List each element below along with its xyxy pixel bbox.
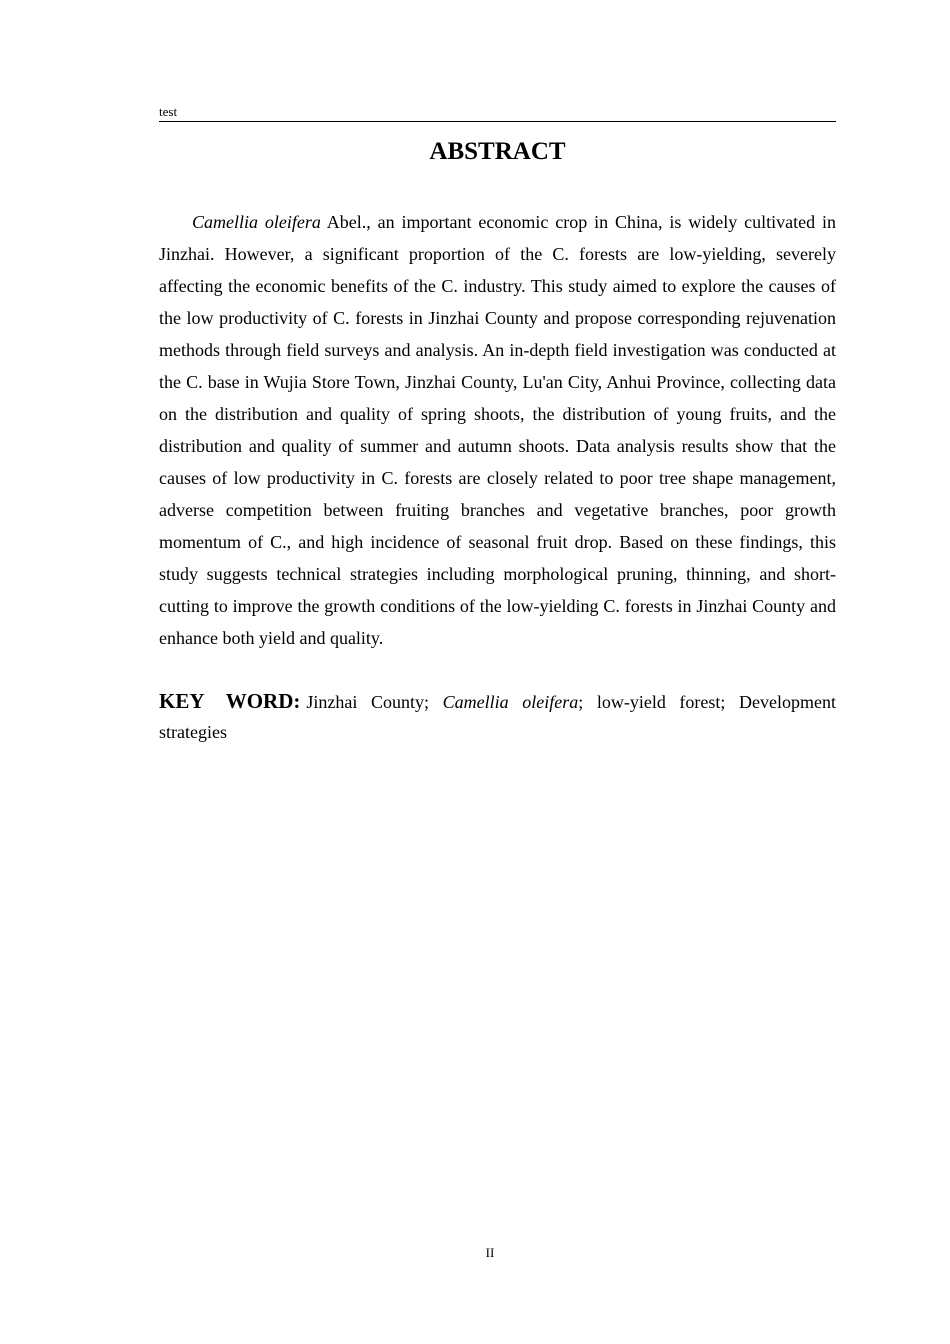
abstract-paragraph: [159, 206, 836, 654]
species-name: Camellia oleifera: [192, 212, 321, 232]
running-header-text: test: [159, 104, 178, 119]
keyword-species: Camellia oleifera: [442, 692, 579, 712]
keyword-1: Jinzhai County;: [306, 692, 443, 712]
keywords-line: [159, 686, 836, 747]
running-header: [159, 104, 836, 122]
page-number: II: [485, 1245, 495, 1260]
keywords-label: KEY WORD:: [159, 689, 301, 713]
abstract-text: Abel., an important economic crop in China, is widely cultivated in Jinzhai. However, a significant proportion of the C. forests are low-yielding, severely affecting the economic benefits of the C. industry. This study aimed to explore the causes of the low productivity of C. forests in Jinzhai County and propose corresponding rejuvenation methods through field surveys and analysis. An in-depth field investigation was conducted at the C. base in Wujia Store Town, Jinzhai County, Lu'an City, Anhui Province, collecting data on the distribution and quality of spring shoots, the distribution of young fruits, and the distribution and quality of summer and autumn shoots. Data analysis results show that the causes of low productivity in C. forests are closely related to poor tree shape management, adverse competition between fruiting branches and vegetative branches, poor growth momentum of C., and high incidence of seasonal fruit drop. Based on these findings, this study suggests technical strategies including morphological pruning, thinning, and short-cutting to improve the growth conditions of the low-yielding C. forests in Jinzhai County and enhance both yield and quality.: [159, 212, 836, 648]
keyword-rest: ; low-yield forest; Development strategies: [159, 692, 837, 742]
abstract-title: ABSTRACT: [429, 138, 566, 165]
